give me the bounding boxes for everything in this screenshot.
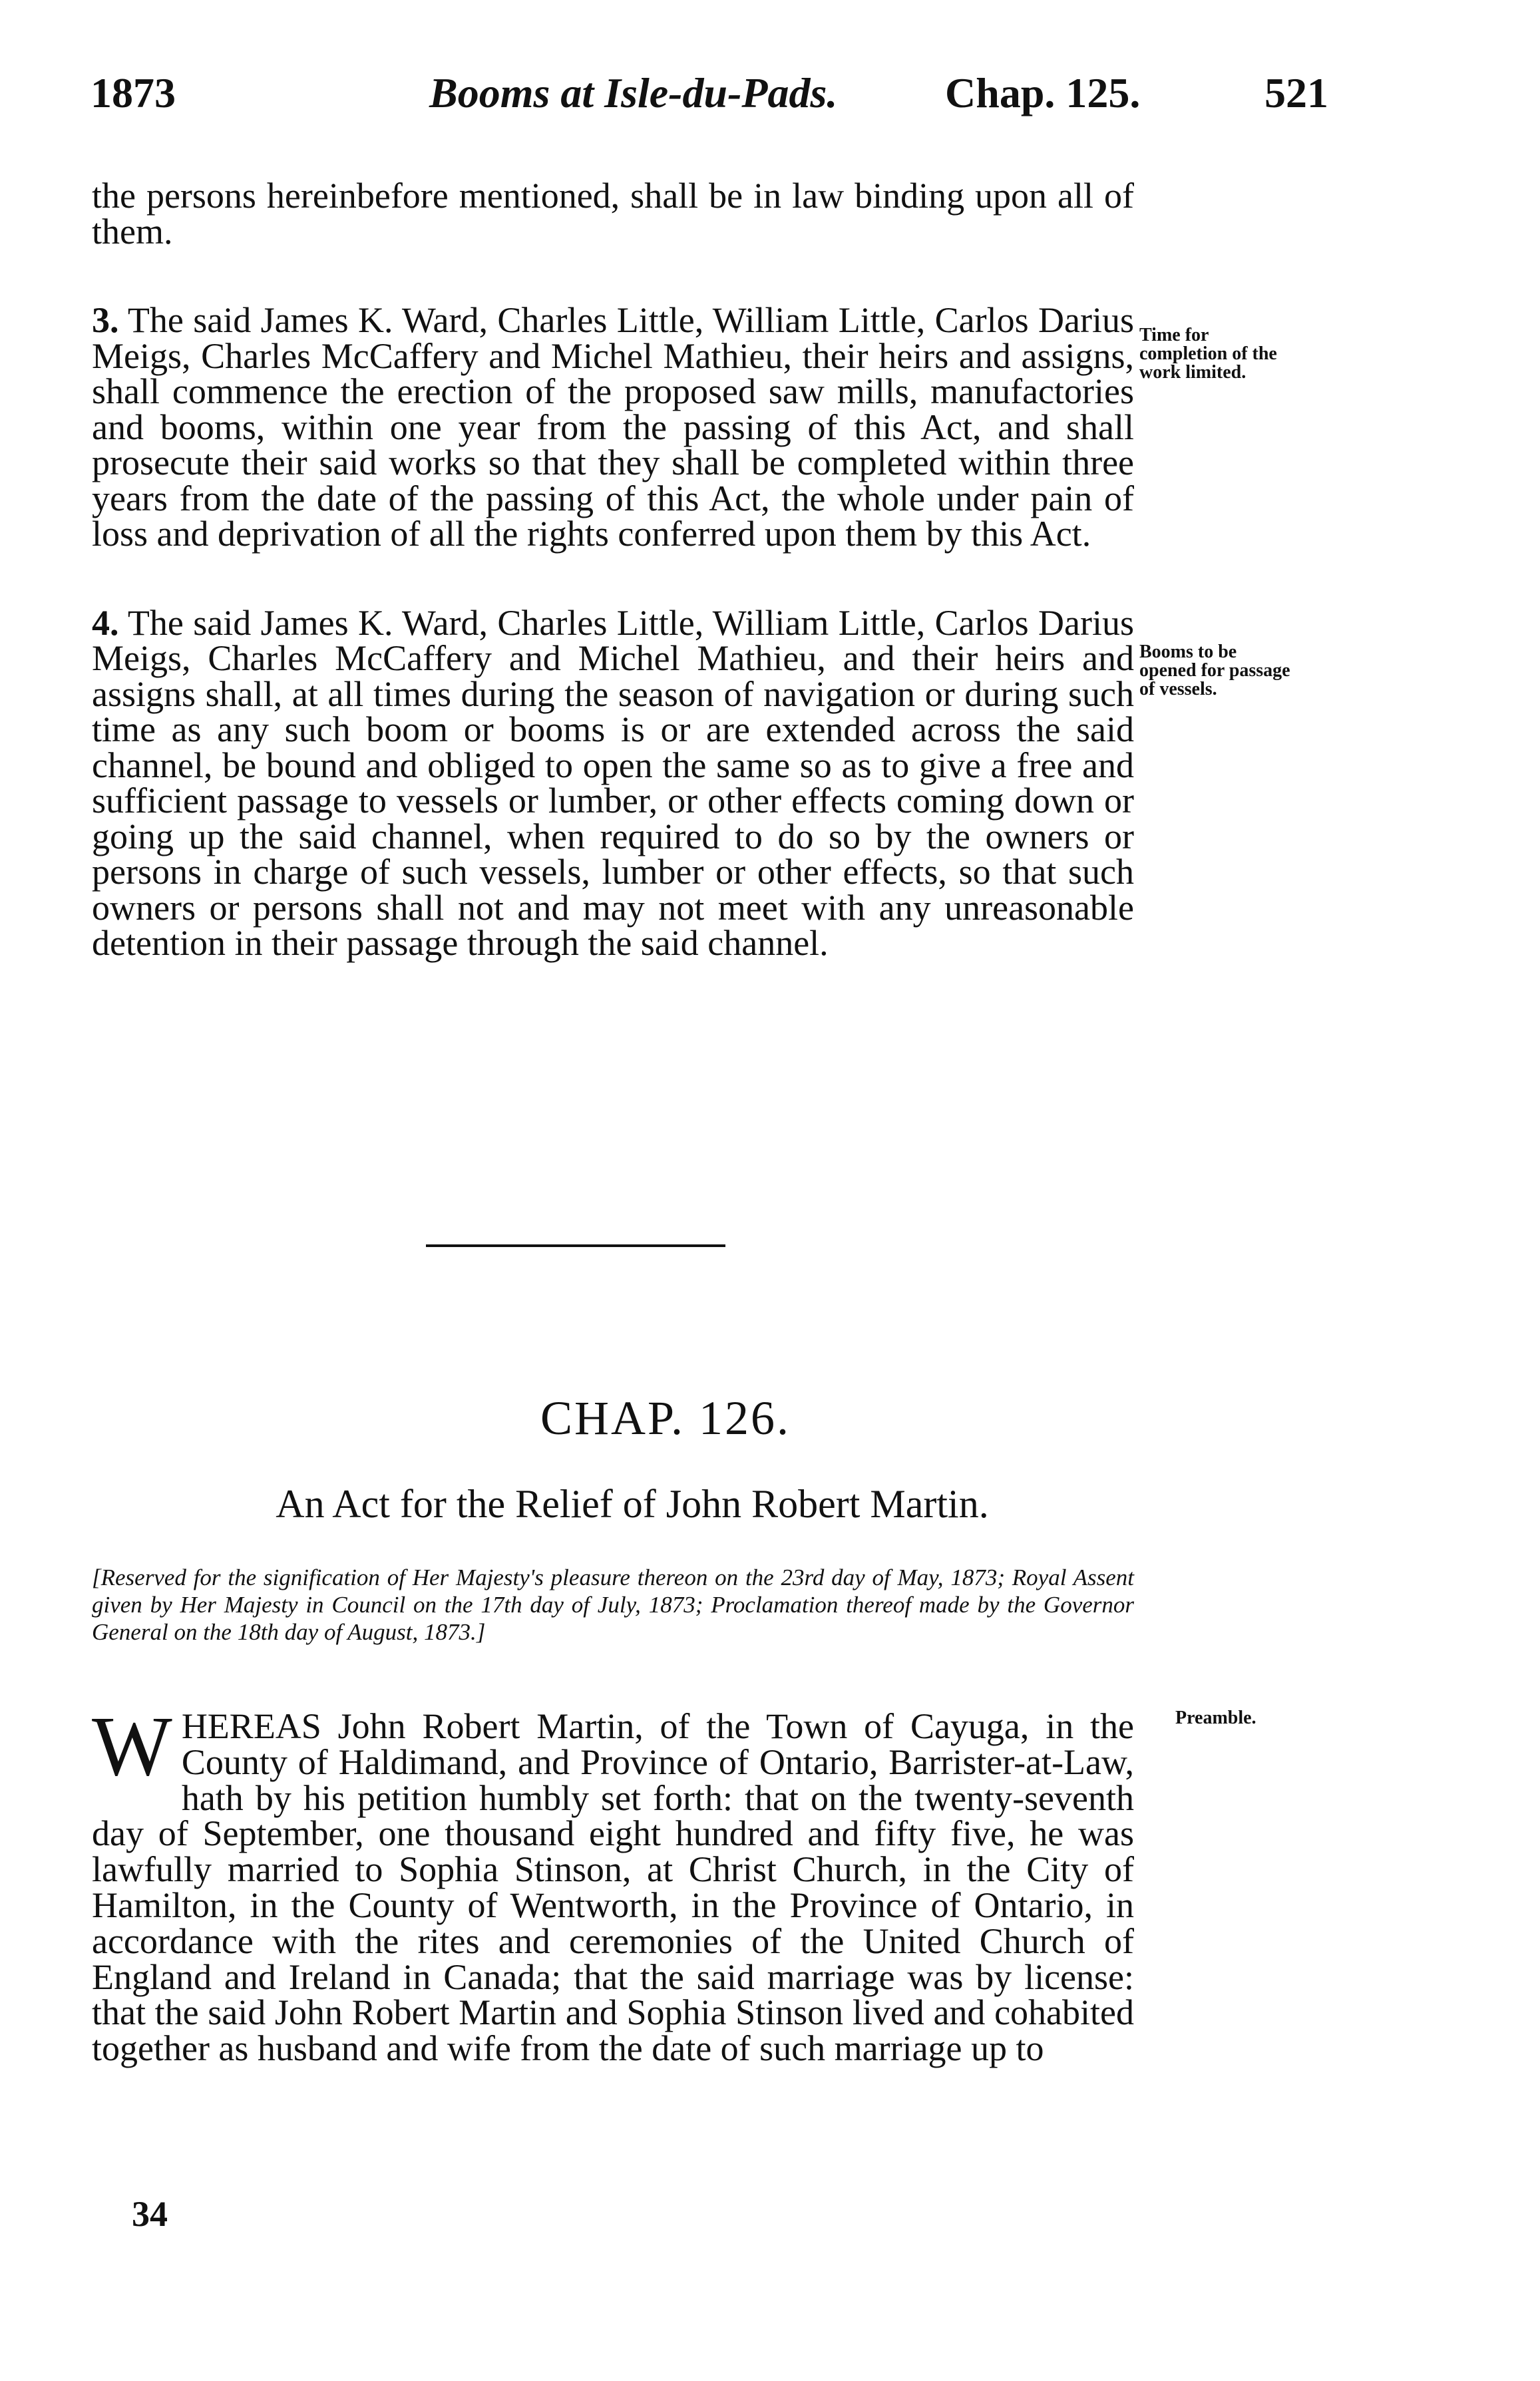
section-divider <box>426 1244 725 1247</box>
section-4-text: The said James K. Ward, Charles Little, William Little, Carlos Darius Meigs, Charles McCaffery and Michel Mathieu, and their heirs and assigns shall, at all times during the season of navigation or during such time as any such boom or booms is or are extended across the said channel, be bound and obliged to open the same so as to give a free and sufficient passage to vessels or lumber, or other effects coming down or going up the said channel, when required to do so by the owners or persons in charge of such vessels, lumber or other effects, so that such owners or persons shall not and may not meet with any unreasonable detention in their passage through the said channel. <box>92 602 1134 963</box>
preamble-text: HEREAS John Robert Martin, of the Town of Cayuga, in the County of Haldimand, and Province of Ontario, Barrister-at-Law, hath by his petition humbly set forth: that on the twenty-seventh day of September, one thousand eight hundred and fifty five, he was lawfully married to Sophia Stinson, at Christ Church, in the City of Hamilton, in the County of Wentworth, in the Province of Ontario, in accordance with the rites and ceremonies of the United Church of England and Ireland in Canada; that the said marriage was by license: that the said John Robert Martin and Sophia Stinson lived and cohabited together as husband and wife from the date of such marriage up to <box>92 1706 1134 2069</box>
drop-cap: W <box>92 1699 172 1793</box>
section-3-number: 3. <box>92 300 119 340</box>
header-chapter: Chap. 125. <box>945 69 1141 116</box>
header-title: Booms at Isle-du-Pads. <box>429 69 838 116</box>
reserved-note: [Reserved for the signification of Her Majesty's pleasure thereon on the 23rd day of May, 1873; Royal Assent given by Her Majesty in Council on the 17th day of July, 1873; Proclamation thereof made by the Governor General on the 18th day of August, 1873.] <box>92 1564 1134 1645</box>
page-number: 521 <box>1264 69 1328 116</box>
chapter-heading: CHAP. 126. <box>540 1391 791 1445</box>
continuation-paragraph: the persons hereinbefore mentioned, shall be in law binding upon all of them. <box>92 176 1134 252</box>
margin-note-preamble: Preamble. <box>1175 1708 1256 1728</box>
act-title: An Act for the Relief of John Robert Martin. <box>276 1482 989 1526</box>
section-3 <box>92 300 1134 554</box>
signature-mark: 34 <box>132 2194 168 2234</box>
body-sections <box>92 178 1134 962</box>
section-4-number: 4. <box>92 602 119 643</box>
preamble-paragraph <box>92 1699 1134 2069</box>
section-3-text: The said James K. Ward, Charles Little, William Little, Carlos Darius Meigs, Charles McCaffery and Michel Mathieu, their heirs and assigns, shall commence the erection of the proposed saw mills, manufactories and booms, within one year from the passing of this Act, and shall prosecute their said works so that they shall be completed within three years from the date of the passing of this Act, the whole under pain of loss and deprivation of all the rights conferred upon them by this Act. <box>92 300 1134 554</box>
margin-note-section-4: Booms to be opened for passage of vessels. <box>1139 641 1290 699</box>
header-year: 1873 <box>91 69 176 116</box>
section-4 <box>92 602 1134 963</box>
margin-note-section-3: Time for completion of the work limited. <box>1139 325 1277 383</box>
